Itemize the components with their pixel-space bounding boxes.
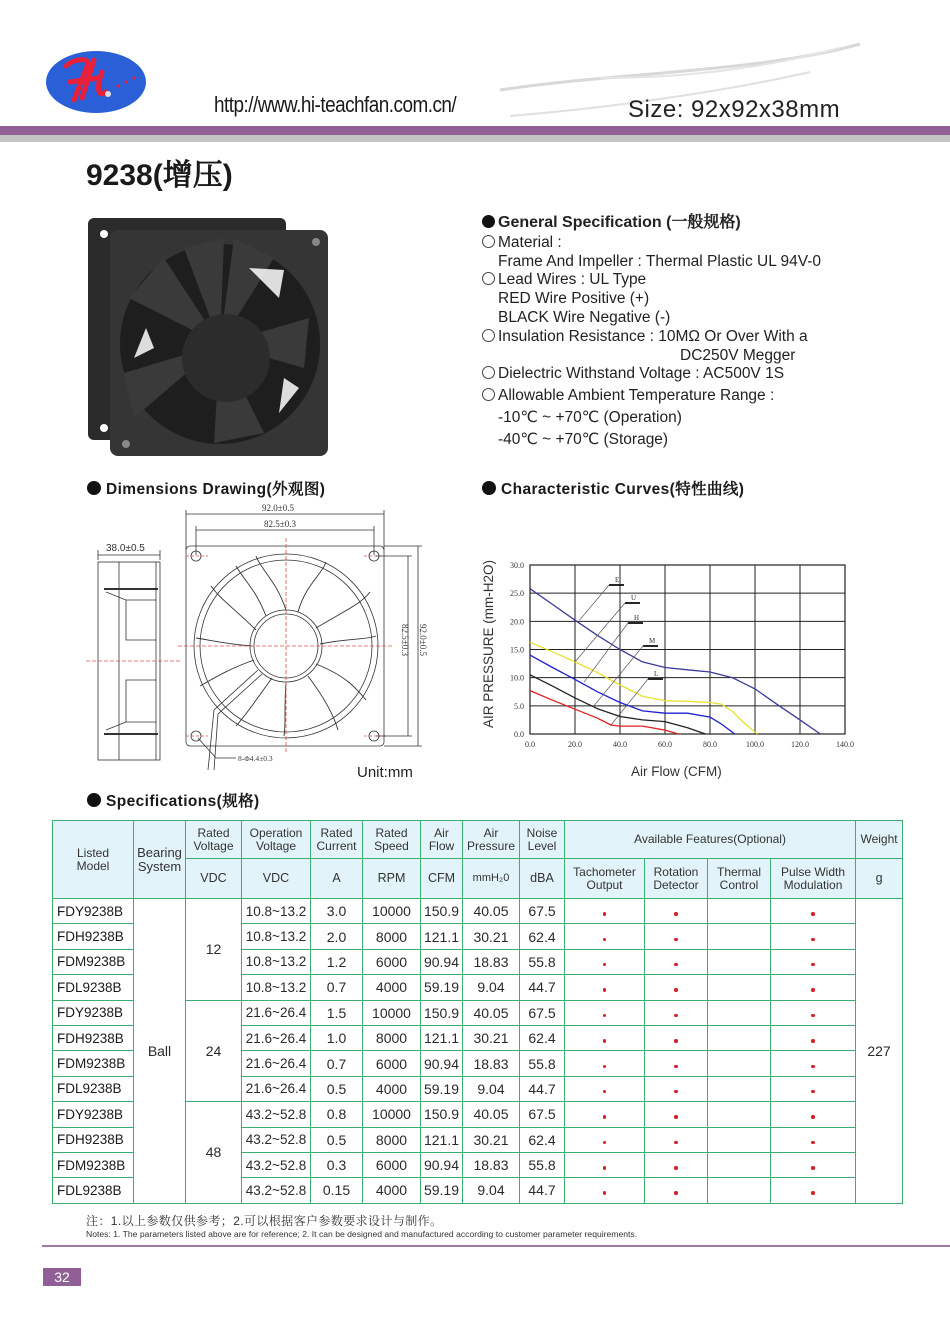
feature-available-dot-icon — [603, 1090, 607, 1094]
feature-available-dot-icon — [603, 938, 607, 942]
rated-speed-cell: 4000 — [363, 975, 421, 1000]
col-rated-voltage: Rated Voltage — [186, 821, 242, 859]
feature-rot-cell — [645, 1102, 708, 1127]
col-available-features: Available Features(Optional) — [565, 821, 856, 859]
header-divider-purple — [0, 126, 950, 135]
noise-cell: 55.8 — [520, 1051, 565, 1076]
feature-thermal-cell — [708, 1025, 771, 1050]
circle-bullet-icon — [482, 235, 495, 248]
feature-available-dot-icon — [603, 1065, 607, 1069]
noise-cell: 67.5 — [520, 1000, 565, 1025]
depth-dimension: 38.0±0.5 — [106, 543, 145, 554]
feature-available-dot-icon — [674, 1039, 678, 1043]
y-tick-label: 30.0 — [510, 561, 524, 570]
table-header-row — [53, 821, 903, 859]
lead-wires: Lead Wires : UL Type — [482, 271, 902, 290]
bullet-icon — [87, 481, 101, 495]
curve-label-M: M — [649, 637, 656, 645]
air-pressure-cell: 9.04 — [463, 1178, 520, 1203]
y-axis-ticks — [510, 561, 524, 739]
feature-available-dot-icon — [674, 988, 678, 992]
feature-pwm-cell — [771, 975, 856, 1000]
operation-voltage-cell: 21.6~26.4 — [242, 1076, 311, 1101]
model-cell: FDM9238B — [53, 949, 134, 974]
air-pressure-cell: 40.05 — [463, 1102, 520, 1127]
feature-available-dot-icon — [811, 1039, 815, 1043]
col-air-flow: Air Flow — [421, 821, 463, 859]
y-tick-label: 20.0 — [510, 617, 524, 627]
feature-available-dot-icon — [603, 1191, 607, 1195]
feature-pwm-cell — [771, 899, 856, 924]
width-hole-dimension: 82.5±0.3 — [264, 519, 296, 529]
feature-rot-cell — [645, 1152, 708, 1177]
feature-available-dot-icon — [811, 963, 815, 967]
dielectric-voltage: Dielectric Withstand Voltage : AC500V 1S — [482, 365, 902, 384]
circle-bullet-icon — [482, 366, 495, 379]
feature-tach-cell — [565, 899, 645, 924]
air-pressure-cell: 40.05 — [463, 899, 520, 924]
noise-cell: 62.4 — [520, 1025, 565, 1050]
feature-rot-cell — [645, 1178, 708, 1203]
feature-pwm-cell — [771, 1051, 856, 1076]
col-listed-model: Listed Model — [53, 821, 134, 899]
air-pressure-cell: 18.83 — [463, 1051, 520, 1076]
dimensions-heading: Dimensions Drawing(外观图) — [87, 477, 325, 499]
bullet-icon — [482, 215, 495, 228]
rated-speed-cell: 8000 — [363, 1025, 421, 1050]
model-cell: FDM9238B — [53, 1051, 134, 1076]
operation-voltage-cell: 43.2~52.8 — [242, 1152, 311, 1177]
size-spec: Size: 92x92x38mm — [628, 96, 841, 123]
general-specification — [482, 214, 902, 450]
col-thermal-control: Thermal Control — [708, 859, 771, 899]
company-logo — [44, 48, 159, 116]
rated-voltage-cell: 12 — [186, 899, 242, 1001]
x-axis-label: Air Flow (CFM) — [631, 764, 722, 779]
feature-pwm-cell — [771, 1102, 856, 1127]
air-pressure-cell: 9.04 — [463, 975, 520, 1000]
col-weight: Weight — [856, 821, 903, 859]
operation-voltage-cell: 21.6~26.4 — [242, 1025, 311, 1050]
feature-rot-cell — [645, 949, 708, 974]
air-flow-cell: 59.19 — [421, 1178, 463, 1203]
feature-tach-cell — [565, 1127, 645, 1152]
feature-tach-cell — [565, 1152, 645, 1177]
feature-rot-cell — [645, 1051, 708, 1076]
feature-available-dot-icon — [603, 963, 607, 967]
x-tick-label: 60.0 — [658, 740, 672, 749]
temperature-operation: -10℃ ~ +70℃ (Operation) — [498, 408, 682, 426]
feature-available-dot-icon — [603, 1115, 607, 1119]
black-wire: BLACK Wire Negative (-) — [498, 308, 671, 326]
feature-rot-cell — [645, 1076, 708, 1101]
feature-available-dot-icon — [674, 1115, 678, 1119]
unit-rated-current: A — [311, 859, 363, 899]
noise-cell: 44.7 — [520, 1076, 565, 1101]
air-pressure-cell: 18.83 — [463, 949, 520, 974]
website-url[interactable]: http://www.hi-teachfan.com.cn/ — [214, 92, 457, 117]
rated-current-cell: 0.3 — [311, 1152, 363, 1177]
feature-available-dot-icon — [603, 1141, 607, 1145]
circle-bullet-icon — [482, 329, 495, 342]
insulation-resistance: Insulation Resistance : 10MΩ Or Over With a — [482, 328, 902, 347]
noise-cell: 67.5 — [520, 1102, 565, 1127]
specifications-heading: Specifications(规格) — [87, 789, 260, 811]
rated-speed-cell: 10000 — [363, 899, 421, 924]
rated-current-cell: 1.5 — [311, 1000, 363, 1025]
feature-pwm-cell — [771, 1000, 856, 1025]
general-spec-heading: General Specification (一般规格) — [482, 214, 902, 233]
feature-available-dot-icon — [811, 1141, 815, 1145]
feature-thermal-cell — [708, 1178, 771, 1203]
operation-voltage-cell: 43.2~52.8 — [242, 1102, 311, 1127]
feature-available-dot-icon — [811, 1065, 815, 1069]
material-label: Material : — [482, 234, 902, 253]
model-cell: FDL9238B — [53, 1178, 134, 1203]
model-cell: FDM9238B — [53, 1152, 134, 1177]
rated-speed-cell: 10000 — [363, 1102, 421, 1127]
air-pressure-cell: 30.21 — [463, 1025, 520, 1050]
insulation-resistance-cont: DC250V Megger — [680, 346, 796, 364]
unit-weight: g — [856, 859, 903, 899]
col-air-pressure: Air Pressure — [463, 821, 520, 859]
model-cell: FDL9238B — [53, 1076, 134, 1101]
rated-current-cell: 1.2 — [311, 949, 363, 974]
x-tick-label: 0.0 — [525, 740, 535, 749]
air-flow-cell: 150.9 — [421, 1102, 463, 1127]
air-flow-cell: 90.94 — [421, 949, 463, 974]
feature-thermal-cell — [708, 1152, 771, 1177]
feature-pwm-cell — [771, 1127, 856, 1152]
chart-grid — [530, 565, 845, 734]
feature-thermal-cell — [708, 1000, 771, 1025]
y-axis-label: AIR PRESSURE (mm-H2O) — [481, 559, 496, 728]
feature-rot-cell — [645, 899, 708, 924]
bearing-cell: Ball — [134, 899, 186, 1204]
curve-H — [530, 655, 735, 734]
rated-speed-cell: 8000 — [363, 924, 421, 949]
unit-operation-voltage: VDC — [242, 859, 311, 899]
feature-available-dot-icon — [811, 1014, 815, 1018]
circle-bullet-icon — [482, 388, 495, 401]
feature-available-dot-icon — [811, 1115, 815, 1119]
rated-current-cell: 1.0 — [311, 1025, 363, 1050]
feature-thermal-cell — [708, 1076, 771, 1101]
height-hole-dimension: 82.5±0.3 — [400, 624, 410, 656]
noise-cell: 67.5 — [520, 899, 565, 924]
model-cell: FDH9238B — [53, 1127, 134, 1152]
rated-current-cell: 2.0 — [311, 924, 363, 949]
model-cell: FDY9238B — [53, 899, 134, 924]
unit-label: Unit:mm — [357, 764, 413, 781]
operation-voltage-cell: 43.2~52.8 — [242, 1127, 311, 1152]
col-tachometer-output: Tachometer Output — [565, 859, 645, 899]
feature-available-dot-icon — [674, 1191, 678, 1195]
air-pressure-cell: 30.21 — [463, 1127, 520, 1152]
feature-rot-cell — [645, 1127, 708, 1152]
model-cell: FDH9238B — [53, 924, 134, 949]
col-noise-level: Noise Level — [520, 821, 565, 859]
curve-label-L: L — [654, 670, 659, 678]
fan-product-image — [84, 208, 334, 460]
y-tick-label: 25.0 — [510, 589, 524, 599]
feature-tach-cell — [565, 1102, 645, 1127]
col-pwm: Pulse Width Modulation — [771, 859, 856, 899]
feature-pwm-cell — [771, 1178, 856, 1203]
feature-available-dot-icon — [674, 1065, 678, 1069]
bullet-icon — [87, 793, 101, 807]
feature-available-dot-icon — [603, 1166, 607, 1170]
feature-thermal-cell — [708, 924, 771, 949]
feature-tach-cell — [565, 1178, 645, 1203]
feature-available-dot-icon — [603, 1014, 607, 1018]
feature-thermal-cell — [708, 949, 771, 974]
air-pressure-cell: 30.21 — [463, 924, 520, 949]
specifications-table — [52, 820, 903, 1204]
table-row — [53, 899, 903, 924]
col-operation-voltage: Operation Voltage — [242, 821, 311, 859]
notes-english: Notes: 1. The parameters listed above are for reference; 2. It can be designed and manufactured according to customer parameter requirements. — [86, 1229, 638, 1239]
rated-current-cell: 0.15 — [311, 1178, 363, 1203]
curve-label-U: U — [631, 594, 637, 602]
air-flow-cell: 121.1 — [421, 924, 463, 949]
air-flow-cell: 121.1 — [421, 1025, 463, 1050]
noise-cell: 62.4 — [520, 924, 565, 949]
y-tick-label: 5.0 — [514, 701, 524, 711]
air-flow-cell: 150.9 — [421, 1000, 463, 1025]
model-cell: FDY9238B — [53, 1000, 134, 1025]
feature-available-dot-icon — [674, 938, 678, 942]
feature-available-dot-icon — [674, 963, 678, 967]
feature-available-dot-icon — [811, 938, 815, 942]
feature-rot-cell — [645, 1025, 708, 1050]
air-pressure-cell: 40.05 — [463, 1000, 520, 1025]
rated-current-cell: 0.7 — [311, 1051, 363, 1076]
page-number: 32 — [43, 1268, 81, 1286]
curves-heading: Characteristic Curves(特性曲线) — [482, 477, 744, 499]
rated-speed-cell: 6000 — [363, 1051, 421, 1076]
y-tick-label: 15.0 — [510, 645, 524, 655]
feature-thermal-cell — [708, 1127, 771, 1152]
unit-air-pressure: mmH₂0 — [463, 859, 520, 899]
rated-current-cell: 0.7 — [311, 975, 363, 1000]
rated-current-cell: 0.8 — [311, 1102, 363, 1127]
model-cell: FDL9238B — [53, 975, 134, 1000]
feature-tach-cell — [565, 1076, 645, 1101]
model-cell: FDH9238B — [53, 1025, 134, 1050]
feature-thermal-cell — [708, 1102, 771, 1127]
feature-rot-cell — [645, 1000, 708, 1025]
unit-air-flow: CFM — [421, 859, 463, 899]
y-tick-label: 0.0 — [514, 730, 524, 739]
x-tick-label: 80.0 — [703, 740, 717, 749]
feature-tach-cell — [565, 1051, 645, 1076]
operation-voltage-cell: 21.6~26.4 — [242, 1051, 311, 1076]
y-tick-label: 10.0 — [510, 673, 524, 683]
x-tick-label: 40.0 — [613, 740, 627, 749]
feature-thermal-cell — [708, 1051, 771, 1076]
air-flow-cell: 90.94 — [421, 1152, 463, 1177]
circle-bullet-icon — [482, 272, 495, 285]
curve-label-E: E — [615, 576, 620, 584]
characteristic-curves-chart — [476, 530, 876, 786]
rated-speed-cell: 6000 — [363, 949, 421, 974]
air-pressure-cell: 9.04 — [463, 1076, 520, 1101]
feature-available-dot-icon — [674, 1014, 678, 1018]
operation-voltage-cell: 43.2~52.8 — [242, 1178, 311, 1203]
x-tick-label: 120.0 — [791, 740, 809, 749]
feature-tach-cell — [565, 1025, 645, 1050]
page-title: 9238(增压) — [86, 159, 233, 192]
feature-available-dot-icon — [811, 988, 815, 992]
notes-chinese: 注：1.以上参数仅供参考；2.可以根据客户参数要求设计与制作。 — [86, 1214, 443, 1228]
material-value: Frame And Impeller : Thermal Plastic UL 94V-0 — [498, 252, 822, 270]
noise-cell: 44.7 — [520, 975, 565, 1000]
feature-available-dot-icon — [603, 1039, 607, 1043]
width-outer-dimension: 92.0±0.5 — [262, 503, 294, 513]
feature-rot-cell — [645, 975, 708, 1000]
feature-thermal-cell — [708, 975, 771, 1000]
feature-tach-cell — [565, 975, 645, 1000]
rated-speed-cell: 4000 — [363, 1076, 421, 1101]
unit-rated-voltage: VDC — [186, 859, 242, 899]
col-rated-current: Rated Current — [311, 821, 363, 859]
feature-available-dot-icon — [603, 988, 607, 992]
feature-rot-cell — [645, 924, 708, 949]
rated-current-cell: 3.0 — [311, 899, 363, 924]
air-flow-cell: 59.19 — [421, 975, 463, 1000]
red-wire: RED Wire Positive (+) — [498, 290, 650, 308]
x-axis-ticks — [525, 740, 854, 749]
noise-cell: 62.4 — [520, 1127, 565, 1152]
temperature-storage: -40℃ ~ +70℃ (Storage) — [498, 430, 669, 448]
air-flow-cell: 59.19 — [421, 1076, 463, 1101]
rated-speed-cell: 6000 — [363, 1152, 421, 1177]
curve-label-H: H — [634, 614, 640, 622]
feature-available-dot-icon — [674, 1090, 678, 1094]
rated-speed-cell: 4000 — [363, 1178, 421, 1203]
air-flow-cell: 90.94 — [421, 1051, 463, 1076]
feature-available-dot-icon — [811, 1191, 815, 1195]
operation-voltage-cell: 10.8~13.2 — [242, 975, 311, 1000]
rated-current-cell: 0.5 — [311, 1127, 363, 1152]
feature-available-dot-icon — [603, 912, 607, 916]
weight-cell: 227 — [856, 899, 903, 1204]
mounting-holes-dimension: 8-Φ4.4±0.3 — [238, 754, 273, 763]
x-tick-label: 100.0 — [746, 740, 764, 749]
col-rated-speed: Rated Speed — [363, 821, 421, 859]
chart-series — [530, 589, 820, 734]
feature-pwm-cell — [771, 1025, 856, 1050]
unit-noise: dBA — [520, 859, 565, 899]
feature-available-dot-icon — [811, 1166, 815, 1170]
unit-rated-speed: RPM — [363, 859, 421, 899]
dimensions-drawing — [86, 500, 436, 782]
air-flow-cell: 121.1 — [421, 1127, 463, 1152]
temperature-range-label: Allowable Ambient Temperature Range : — [482, 387, 902, 406]
x-tick-label: 20.0 — [568, 740, 582, 749]
feature-thermal-cell — [708, 899, 771, 924]
footer-divider — [42, 1245, 950, 1247]
noise-cell: 55.8 — [520, 949, 565, 974]
rated-voltage-cell: 24 — [186, 1000, 242, 1102]
feature-tach-cell — [565, 1000, 645, 1025]
rated-speed-cell: 8000 — [363, 1127, 421, 1152]
col-bearing-system: Bearing System — [134, 821, 186, 899]
air-pressure-cell: 18.83 — [463, 1152, 520, 1177]
feature-available-dot-icon — [811, 1090, 815, 1094]
x-tick-label: 140.0 — [836, 740, 854, 749]
feature-available-dot-icon — [674, 912, 678, 916]
rated-voltage-cell: 48 — [186, 1102, 242, 1204]
operation-voltage-cell: 21.6~26.4 — [242, 1000, 311, 1025]
noise-cell: 55.8 — [520, 1152, 565, 1177]
noise-cell: 44.7 — [520, 1178, 565, 1203]
feature-tach-cell — [565, 949, 645, 974]
operation-voltage-cell: 10.8~13.2 — [242, 899, 311, 924]
bullet-icon — [482, 481, 496, 495]
col-rotation-detector: Rotation Detector — [645, 859, 708, 899]
header-divider-gray — [0, 135, 950, 142]
feature-available-dot-icon — [674, 1166, 678, 1170]
rated-current-cell: 0.5 — [311, 1076, 363, 1101]
air-flow-cell: 150.9 — [421, 899, 463, 924]
feature-pwm-cell — [771, 1076, 856, 1101]
feature-available-dot-icon — [811, 912, 815, 916]
model-cell: FDY9238B — [53, 1102, 134, 1127]
rated-speed-cell: 10000 — [363, 1000, 421, 1025]
feature-pwm-cell — [771, 949, 856, 974]
feature-tach-cell — [565, 924, 645, 949]
operation-voltage-cell: 10.8~13.2 — [242, 949, 311, 974]
operation-voltage-cell: 10.8~13.2 — [242, 924, 311, 949]
feature-pwm-cell — [771, 924, 856, 949]
height-outer-dimension: 92.0±0.5 — [418, 624, 428, 656]
feature-pwm-cell — [771, 1152, 856, 1177]
feature-available-dot-icon — [674, 1141, 678, 1145]
